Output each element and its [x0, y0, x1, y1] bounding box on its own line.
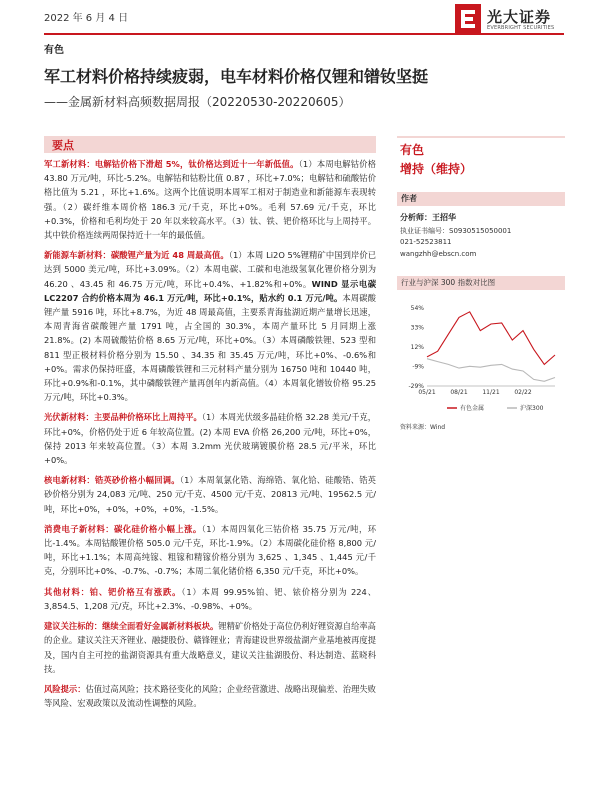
- y-tick-label: -9%: [412, 363, 424, 371]
- paragraph-body: （1）本周光伏级多晶硅价格 32.28 美元/千克，环比+0%，价格仍处于近 6 年较高位置。(2) 本周 EVA 价格 26,200 元/吨，环比+0%，保持 2013 年来较高位置。（3）本周 3.2mm 光伏玻璃镀膜价格 28.5 元/平米，环比+0%。: [44, 412, 376, 466]
- paragraph-body: 锂精矿价格处于高位仍利好锂资源自给率高的企业。建议关注天齐锂业、融捷股份、赣锋锂业；青海建设世界级盐湖产业基地被再度提及，国内自主可控的盐湖资源具有重大战略意义，建议关注盐湖股份、科达制造、蓝晓科技。: [44, 621, 376, 674]
- chart-source: 资料来源：Wind: [400, 424, 446, 431]
- paragraph-body: （1）本周四氧化三钴价格 35.75 万元/吨，环比-1.4%。本周钴酸锂价格 505.0 元/千克，环比-1.9%。（2）本周碳化硅价格 8,800 元/吨，环比+1.1%；本周高纯镓、粗镓和精镓价格分别为 3,625 、1,345 、1,445 元/千克，分别环比+0%、-0.7%、-0.7%；本周二氧化锗价格 6,350 元/千克，环比+0%。: [44, 523, 376, 577]
- paragraph-consumer: [44, 522, 376, 579]
- y-tick-label: 54%: [410, 305, 424, 312]
- x-tick-label: 08/21: [450, 389, 468, 396]
- brand-logo: [455, 4, 565, 34]
- analyst-name: 分析师：王招华: [400, 213, 456, 222]
- analyst-license: 执业证书编号：S0930515050001: [400, 227, 512, 235]
- sidebar-rating: 增持（维持）: [400, 162, 473, 176]
- analyst-email[interactable]: wangzhh@ebscn.com: [400, 250, 477, 258]
- series-line: [427, 359, 555, 382]
- paragraph-body: （1）本周 99.95%铂、钯、铱价格分别为 224、3,854.5、1,208 元/克，环比+2.3%、-0.98%、+0%。: [44, 586, 376, 611]
- paragraph-body: （1）本周氧氯化锆、海绵锆、氧化铪、硅酸锆、锆英砂价格分别为 24,083 元/吨、250 元/千克、4500 元/千克、20813 元/吨、19562.5 元/吨，环比+0%，+0%，+0%，+0%，-1.5%。: [44, 475, 376, 514]
- logo-english: EVERBRIGHT SECURITIES: [487, 25, 555, 31]
- sidebar-sector: 有色: [400, 143, 425, 157]
- paragraph-risk: [44, 682, 376, 710]
- paragraph-lead: 核电新材料：锆英砂价格小幅回调。: [44, 475, 180, 486]
- legend-label: 沪深300: [520, 405, 544, 412]
- paragraph-lead: 新能源车新材料：碳酸锂产量为近 48 周最高值。: [44, 250, 229, 261]
- report-subtitle: ——金属新材料高频数据周报（20220530-20220605）: [44, 95, 351, 109]
- series-line: [427, 312, 555, 365]
- author-title: 作者: [401, 194, 417, 203]
- paragraph-lead: 光伏新材料：主要品种价格环比上周持平。: [44, 412, 202, 423]
- y-tick-label: -29%: [408, 383, 424, 390]
- y-tick-label: 33%: [410, 324, 424, 332]
- paragraph-body: （1）本周电解钴价格 43.80 万元/吨，环比-5.2%。电解钴和钴粉比值 0.87 ，环比+7.0%；电解钴和硫酸钴价格比值为 5.21 ，环比+1.6%。这两个比值说明本周军工相对于制造业和新能源车表现转强。（2）碳纤维本周价格 186.3 元/千克，环比+0%。毛利 57.69 元/千克，环比+0.3%，价格和毛利均处于 20 年以来较高水平。（3）钛、铁、钯价格环比与上周持平。其中铁价格连续两周保持近十一年的最低值。: [44, 159, 376, 241]
- section-title: 要点: [52, 139, 74, 152]
- x-tick-label: 11/21: [482, 389, 500, 396]
- everbright-logo-icon: [455, 4, 481, 34]
- paragraph-recommend: [44, 619, 376, 676]
- paragraph-lead: 建议关注标的：继续全面看好金属新材料板块。: [44, 621, 219, 632]
- chart-title: 行业与沪深 300 指数对比图: [401, 278, 496, 287]
- paragraph-nuclear: [44, 473, 376, 516]
- header-divider: [44, 33, 564, 35]
- report-category: 有色: [44, 45, 64, 56]
- legend-label: 有色金属: [460, 405, 485, 412]
- paragraph-lead: 其他材料：铂、钯价格互有涨跌。: [44, 586, 182, 597]
- paragraph-lead: 风险提示：: [44, 683, 86, 694]
- paragraph-ev: [44, 248, 376, 404]
- paragraph-bold: WIND 显示电碳 LC2207 合约价格本周为 46.1 万元/吨，环比+0.1%，贴水约 0.1 万元/吨。: [44, 278, 376, 303]
- paragraph-pv: [44, 410, 376, 467]
- x-tick-label: 05/21: [418, 389, 436, 396]
- sidebar-divider: [397, 136, 565, 138]
- paragraph-body: 估值过高风险；技术路径变化的风险；企业经营激进、战略出现偏差、治理失败等风险、宏观政策以及流动性调整的风险。: [44, 683, 376, 709]
- paragraph-military: [44, 157, 376, 242]
- report-title: 军工材料价格持续疲弱，电车材料价格仅锂和镨钕坚挺: [44, 67, 429, 86]
- logo-chinese: 光大证券: [487, 8, 552, 26]
- x-tick-label: 02/22: [514, 389, 532, 396]
- index-comparison-chart: [397, 300, 565, 420]
- paragraph-lead: 军工新材料：电解钴价格下滑超 5%，钛价格达到近十一年新低值。: [44, 159, 299, 169]
- paragraph-tail: 本周碳酸锂产量 5916 吨，环比+8.7%，为近 48 周最高值，主要系青海盐湖近期产量增长迅速，本周青海省碳酸锂产量 1791 吨，占全国的 30.3%，本周产量环比 5 月同期上涨 21.8%。(2) 本周硫酸钴价格 8.65 万元/吨，环比+0%。（3）本周磷酸铁锂、523 型和 811 型正极材料价格分别为 15.50 、34.35 和 35.45 万元/吨，环比+0%、-0.6%和+0%。需求仍保持旺盛，本周磷酸铁锂和三元材料产量分别为 16750 吨和 10440 吨，环比+0.9%和-0.1%，其中磷酸铁锂产量再创年内新高值。（4）本周氧化镨钕价格 95.25 万元/吨，环比+0.3%。: [44, 292, 376, 403]
- report-date: 2022 年 6 月 4 日: [44, 13, 129, 24]
- paragraph-body: （1）本周 Li2O 5%锂精矿中国到岸价已达到 5000 美元/吨，环比+3.09%。（2）本周电碳、工碳和电池级氢氧化锂价格分别为 46.20 、43.45 和 46.75 万元/吨，环比+0.4%、+1.82%和+0%。: [44, 250, 376, 289]
- paragraph-other: [44, 585, 376, 613]
- y-tick-label: 12%: [410, 344, 424, 351]
- chart-header: [397, 276, 565, 290]
- analyst-phone: 021-52523811: [400, 238, 452, 246]
- paragraph-lead: 消费电子新材料：碳化硅价格小幅上涨。: [44, 523, 202, 534]
- author-header: [397, 192, 565, 206]
- section-header: [44, 136, 376, 153]
- main-content: [44, 157, 376, 716]
